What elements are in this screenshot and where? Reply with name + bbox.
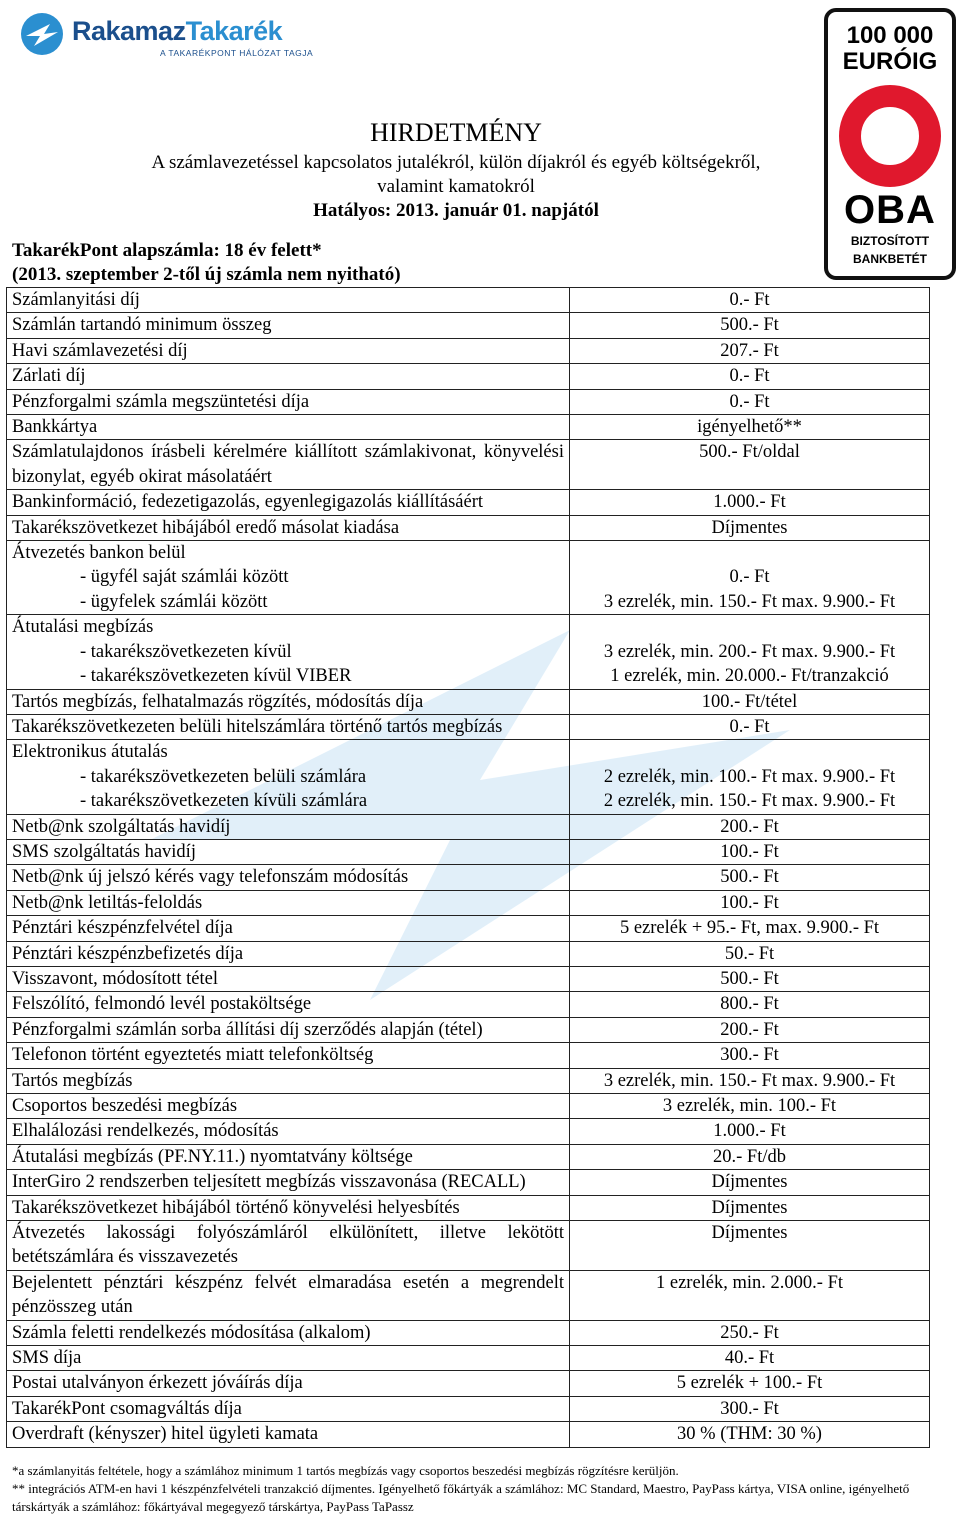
fee-label [7,541,570,615]
fee-value-text: 500.- Ft [720,315,779,336]
fee-value [570,865,930,890]
badge-deposit: BANKBETÉT [853,252,927,266]
fee-label [7,966,570,991]
badge-currency: EURÓIG [842,48,938,75]
fee-value-text: 3 ezrelék, min. 150.- Ft max. 9.900.- Ft [603,1070,896,1091]
fee-label-text: Netb@nk szolgáltatás havidíj [12,816,231,837]
fee-value-text [575,740,924,764]
fee-value [570,1320,930,1345]
fee-label-text: Bankkártya [12,417,98,438]
fee-value-text: 1.000.- Ft [713,492,786,513]
footnotes [12,1462,932,1516]
fee-value-text: 500.- Ft/oldal [699,442,800,463]
fee-row [7,916,930,941]
fee-value-text: 40.- Ft [724,1348,775,1369]
fee-row [7,966,930,991]
fee-value [570,839,930,864]
account-title: TakarékPont alapszámla: 18 év felett* [12,240,322,261]
fee-label-text: Pénzforgalmi számlán sorba állítási díj szerződés alapján (tétel) [12,1019,483,1040]
fee-row [7,865,930,890]
fee-value-text: Díjmentes [711,1197,788,1218]
fee-label-text: Telefonon történt egyeztetés miatt telefonköltség [12,1045,374,1066]
fee-label-text: Tartós megbízás, felhatalmazás rögzítés, módosítás díja [12,691,424,712]
fee-value [570,966,930,991]
fee-value [570,1346,930,1371]
badge-oba: OBA [844,188,936,232]
fee-row [7,689,930,714]
fee-label [7,992,570,1017]
fee-value [570,1170,930,1195]
fee-value [570,1068,930,1093]
fee-value-text: 0.- Ft [729,567,770,588]
fee-row [7,389,930,414]
bank-logo [20,10,314,60]
fee-value [570,689,930,714]
fee-row [7,1396,930,1421]
fee-value-text: 200.- Ft [720,1019,779,1040]
fee-label-text: Átutalási megbízás (PF.NY.11.) nyomtatvány költsége [12,1146,413,1167]
fee-row [7,338,930,363]
fee-value-text [575,541,924,565]
fee-value-text: 800.- Ft [720,994,779,1015]
fee-label [7,1068,570,1093]
fee-label [7,1043,570,1068]
fee-label-text: Pénztári készpénzbefizetés díja [12,943,244,964]
fee-label [7,288,570,313]
badge-insured: BIZTOSÍTOTT [850,234,930,248]
fee-label [7,515,570,540]
badge-amount: 100 000 [846,22,934,49]
fee-value [570,1221,930,1271]
fee-value [570,941,930,966]
fee-value-text: 20.- Ft/db [713,1146,786,1167]
fee-row [7,615,930,689]
fee-value-text [575,615,924,639]
fee-row [7,941,930,966]
fee-row [7,1094,930,1119]
fee-value [570,1017,930,1042]
fee-label [7,890,570,915]
fee-value [570,615,930,689]
fee-label [7,1195,570,1220]
fee-row [7,288,930,313]
fee-value-text: 300.- Ft [720,1398,779,1419]
fee-label-text: Netb@nk letiltás-feloldás [12,892,203,913]
fee-label-text: InterGiro 2 rendszerben teljesített megbízás visszavonása (RECALL) [12,1172,526,1193]
fee-row [7,1043,930,1068]
page-title: HIRDETMÉNY [370,118,542,147]
fee-value-text: 1 ezrelék, min. 2.000.- Ft [655,1272,843,1293]
fee-row [7,1170,930,1195]
fee-value [570,1094,930,1119]
fee-row [7,1068,930,1093]
fee-value-text: 250.- Ft [720,1322,779,1343]
fee-label [7,740,570,814]
fee-value [570,814,930,839]
fee-label-text: TakarékPont csomagváltás díja [12,1398,242,1419]
fee-value-text: 3 ezrelék, min. 150.- Ft max. 9.900.- Ft [603,591,896,612]
fee-value-text: 500.- Ft [720,867,779,888]
fee-value-text: 2 ezrelék, min. 100.- Ft max. 9.900.- Ft [603,766,896,787]
fee-row [7,490,930,515]
fee-value-text: 0.- Ft [729,290,770,310]
fee-label-text: Számlanyitási díj [12,290,140,310]
fee-row [7,992,930,1017]
fee-label-text: Tartós megbízás [12,1070,133,1091]
fee-row [7,714,930,739]
fee-row [7,313,930,338]
fee-row [7,1346,930,1371]
fee-label-text: Netb@nk új jelszó kérés vagy telefonszám módosítás [12,867,409,888]
fee-value [570,364,930,389]
fee-value [570,1270,930,1320]
bank-tagline: A TAKARÉKPONT HÁLÓZAT TAGJA [160,48,314,58]
fee-row [7,1119,930,1144]
fee-label-text: Csoportos beszedési megbízás [12,1096,238,1116]
footnote-1: *a számlanyitás feltétele, hogy a számlához minimum 1 tartós megbízás vagy csoportos beszedési megbízás rögzítésre kerüljön. [12,1463,679,1478]
fee-row [7,1221,930,1271]
fee-label [7,1320,570,1345]
fee-value [570,1043,930,1068]
fee-label-text: Pénztári készpénzfelvétel díja [12,918,233,939]
fee-sublabel-text: - ügyfél saját számlái között [80,567,289,588]
fee-label-text: Számla feletti rendelkezés módosítása (alkalom) [12,1322,371,1343]
fee-label [7,689,570,714]
fee-label [7,1346,570,1371]
fee-value [570,415,930,440]
bank-name: RakamazTakarék [72,16,283,46]
fee-value [570,1422,930,1447]
fee-row [7,1270,930,1320]
fee-value-text: 2 ezrelék, min. 150.- Ft max. 9.900.- Ft [603,791,896,812]
fee-label [7,490,570,515]
fee-label [7,1144,570,1169]
fee-value [570,740,930,814]
fee-label-text: Overdraft (kényszer) hitel ügyleti kamata [12,1424,319,1445]
fee-label-text: Elhalálozási rendelkezés, módosítás [12,1121,279,1142]
fee-value [570,1371,930,1396]
fee-value [570,890,930,915]
fee-value [570,515,930,540]
fee-value [570,916,930,941]
fee-value-text: 5 ezrelék + 100.- Ft [676,1373,823,1394]
fee-label [7,615,570,689]
fee-label [7,814,570,839]
fee-value [570,440,930,490]
fee-value-text: 0.- Ft [729,366,770,387]
fee-label [7,338,570,363]
fee-value-text: 100.- Ft [720,841,779,862]
fee-label [7,916,570,941]
fee-value-text: 200.- Ft [720,816,779,837]
fee-value-text: 100.- Ft/tétel [701,691,798,712]
page-subtitle-line1: A számlavezetéssel kapcsolatos jutalékról, külön díjakról és egyéb költségekről, [151,152,761,173]
fee-label-text: Visszavont, módosított tétel [12,968,218,989]
fee-row [7,1017,930,1042]
fee-label-text: Takarékszövetkezet hibájából történő könyvelési helyesbítés [12,1197,460,1218]
fee-table-body [7,288,930,1448]
fee-value [570,338,930,363]
fee-value-text: 3 ezrelék, min. 100.- Ft [662,1096,837,1116]
fee-label [7,1221,570,1271]
fee-label [7,1422,570,1447]
bank-logo-mark-icon [20,12,64,56]
fee-label-text: Átutalási megbízás [12,617,154,638]
account-note: (2013. szeptember 2-től új számla nem nyitható) [12,264,401,285]
fee-value-text: 300.- Ft [720,1045,779,1066]
fee-row [7,1144,930,1169]
fee-label-text: Felszólító, felmondó levél postaköltsége [12,994,312,1015]
fee-label-text: Elektronikus átutalás [12,742,168,763]
fee-row [7,814,930,839]
fee-value [570,1396,930,1421]
fee-label [7,865,570,890]
fee-label [7,1017,570,1042]
fee-sublabel-text: - takarékszövetkezeten kívül [80,641,292,662]
fee-label-text: Takarékszövetkezet hibájából eredő másolat kiadása [12,517,400,538]
footnote-2: ** integrációs ATM-en havi 1 készpénzfelvételi tranzakció díjmentes. Igényelhető főkártyák a számlához: MC Standard, Maestro, PayPass kártya, VISA online, igényelhető társkártyák a számlához: főkártyával megegyező társkártya, PayPass TaPassz [12,1481,910,1514]
fee-label [7,415,570,440]
fee-row [7,415,930,440]
fee-row [7,1320,930,1345]
fee-value [570,1195,930,1220]
fee-value-text: igényelhető** [697,417,802,438]
fee-value-text: 30 % (THM: 30 %) [677,1424,822,1445]
fee-value [570,313,930,338]
fee-label [7,1270,570,1320]
fee-label [7,313,570,338]
fee-label [7,1371,570,1396]
fee-row [7,890,930,915]
fee-value-text: 50.- Ft [724,943,775,964]
fee-sublabel-text: - takarékszövetkezeten kívül VIBER [80,666,352,687]
fee-label-text: Postai utalványon érkezett jóváírás díja [12,1373,303,1394]
fee-label-text: Takarékszövetkezeten belüli hitelszámlára történő tartós megbízás [12,716,503,737]
fee-value [570,1144,930,1169]
fee-value-text: 0.- Ft [729,716,770,737]
fee-value [570,490,930,515]
fee-row [7,440,930,490]
fee-value-text: Díjmentes [711,517,788,538]
fee-label [7,1094,570,1119]
fee-row [7,1195,930,1220]
fee-label-text: Bejelentett pénztári készpénz felvét elmaradása esetén a megrendelt pénzösszeg után [12,1272,564,1318]
fee-value [570,1119,930,1144]
fee-value [570,389,930,414]
fee-value [570,714,930,739]
fee-label-text: Zárlati díj [12,366,86,387]
fee-sublabel-text: - takarékszövetkezeten belüli számlára [80,766,367,787]
fee-label-text: Számlán tartandó minimum összeg [12,315,272,336]
fee-row [7,740,930,814]
fee-label [7,1119,570,1144]
fee-label [7,1170,570,1195]
fee-label-text: SMS szolgáltatás havidíj [12,841,196,862]
fee-value-text: 207.- Ft [720,340,779,361]
fee-value-text: 100.- Ft [720,892,779,913]
fee-label-text: Számlatulajdonos írásbeli kérelmére kiállított számlakivonat, könyvelési bizonylat, egyéb okirat másolatáért [12,442,564,487]
fee-value-text: 0.- Ft [729,391,770,412]
fee-value-text: 1.000.- Ft [713,1121,786,1142]
fee-value [570,992,930,1017]
fee-label-text: Átvezetés bankon belül [12,543,186,564]
fee-sublabel-text: - takarékszövetkezeten kívüli számlára [80,791,368,812]
fee-row [7,541,930,615]
fee-label-text: Pénzforgalmi számla megszüntetési díja [12,391,310,412]
fee-value-text: 3 ezrelék, min. 200.- Ft max. 9.900.- Ft [603,641,896,662]
fee-value [570,288,930,313]
fee-label [7,941,570,966]
fee-value [570,541,930,615]
fee-label [7,440,570,490]
fee-row [7,515,930,540]
fee-value-text: 5 ezrelék + 95.- Ft, max. 9.900.- Ft [619,918,880,939]
fee-value-text: 500.- Ft [720,968,779,989]
fee-label-text: SMS díja [12,1348,82,1369]
fee-sublabel-text: - ügyfelek számlái között [80,591,268,612]
fee-row [7,1371,930,1396]
fee-value-text: 1 ezrelék, min. 20.000.- Ft/tranzakció [610,666,889,687]
fee-label [7,839,570,864]
fee-row [7,364,930,389]
fee-label [7,389,570,414]
fee-label-text: Bankinformáció, fedezetigazolás, egyenlegigazolás kiállításáért [12,492,484,513]
fee-row [7,1422,930,1447]
fee-row [7,839,930,864]
fee-value-text: Díjmentes [711,1223,788,1244]
fee-label [7,364,570,389]
fee-label [7,1396,570,1421]
effective-date: Hatályos: 2013. január 01. napjától [313,200,599,221]
fee-label [7,714,570,739]
fee-value-text: Díjmentes [711,1172,788,1193]
fee-label-text: Átvezetés lakossági folyószámláról elkülönített, illetve lekötött betétszámlára és visszavezetés [12,1223,564,1268]
page-subtitle-line2: valamint kamatokról [377,176,535,197]
fee-label-text: Havi számlavezetési díj [12,340,188,361]
fee-table [6,287,930,1448]
